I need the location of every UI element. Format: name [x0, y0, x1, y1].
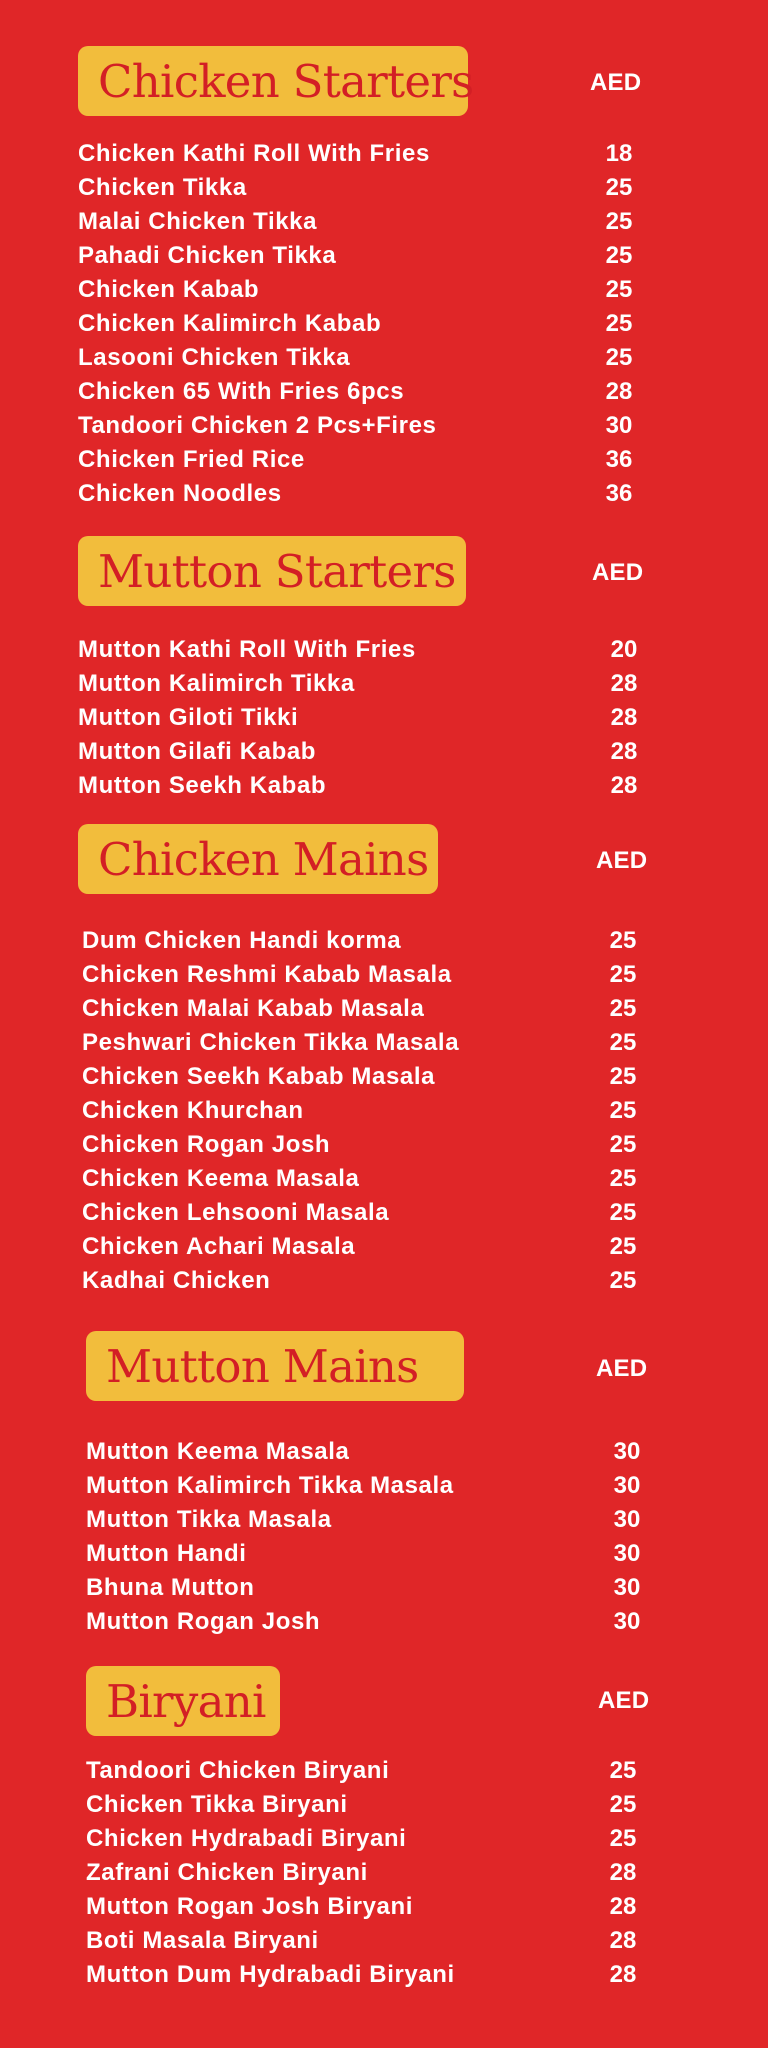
item-price: 25 — [609, 1131, 637, 1158]
currency-label: AED — [590, 69, 642, 96]
item-list — [0, 137, 768, 511]
menu-item — [0, 1856, 768, 1890]
item-price: 28 — [605, 378, 633, 405]
item-price: 25 — [609, 961, 637, 988]
menu-item — [0, 1162, 768, 1196]
menu-item — [0, 341, 768, 375]
item-name: Chicken Keema Masala — [82, 1165, 360, 1192]
menu-item — [0, 409, 768, 443]
section-title: Chicken Mains — [78, 824, 438, 894]
item-price: 30 — [613, 1608, 641, 1635]
menu-item — [0, 924, 768, 958]
menu-item — [0, 205, 768, 239]
item-price: 28 — [609, 1961, 637, 1988]
menu-item — [0, 1128, 768, 1162]
item-name: Mutton Seekh Kabab — [78, 772, 327, 799]
item-name: Chicken Hydrabadi Biryani — [86, 1825, 407, 1852]
menu-item — [0, 443, 768, 477]
item-name: Tandoori Chicken 2 Pcs+Fires — [78, 412, 437, 439]
item-price: 28 — [609, 1893, 637, 1920]
menu-item — [0, 1094, 768, 1128]
menu-item — [0, 1264, 768, 1298]
item-name: Zafrani Chicken Biryani — [86, 1859, 368, 1886]
item-price: 25 — [609, 1097, 637, 1124]
item-name: Tandoori Chicken Biryani — [86, 1757, 390, 1784]
item-price: 25 — [605, 242, 633, 269]
item-name: Chicken Malai Kabab Masala — [82, 995, 425, 1022]
currency-label: AED — [598, 1687, 650, 1714]
item-price: 30 — [613, 1472, 641, 1499]
item-price: 30 — [613, 1540, 641, 1567]
section-title: Biryani — [86, 1666, 280, 1736]
item-name: Mutton Handi — [86, 1540, 247, 1567]
menu-item — [0, 477, 768, 511]
item-name: Chicken Achari Masala — [82, 1233, 356, 1260]
item-price: 25 — [609, 995, 637, 1022]
item-price: 36 — [605, 446, 633, 473]
item-list — [0, 633, 768, 803]
item-price: 25 — [609, 1757, 637, 1784]
item-name: Chicken Kathi Roll With Fries — [78, 140, 430, 167]
menu-item — [0, 701, 768, 735]
menu-item — [0, 1060, 768, 1094]
item-price: 25 — [609, 927, 637, 954]
menu-item — [0, 667, 768, 701]
item-price: 28 — [610, 704, 638, 731]
item-price: 25 — [605, 208, 633, 235]
menu-item — [0, 171, 768, 205]
item-price: 25 — [605, 174, 633, 201]
menu-item — [0, 1924, 768, 1958]
menu-item — [0, 1571, 768, 1605]
item-name: Mutton Keema Masala — [86, 1438, 350, 1465]
item-price: 30 — [613, 1574, 641, 1601]
menu-item — [0, 273, 768, 307]
item-price: 25 — [609, 1267, 637, 1294]
menu-item — [0, 992, 768, 1026]
item-name: Chicken Kabab — [78, 276, 260, 303]
item-name: Chicken Tikka — [78, 174, 247, 201]
item-name: Chicken Tikka Biryani — [86, 1791, 348, 1818]
item-name: Mutton Rogan Josh Biryani — [86, 1893, 413, 1920]
item-name: Chicken Noodles — [78, 480, 282, 507]
item-name: Mutton Kalimirch Tikka — [78, 670, 355, 697]
item-name: Boti Masala Biryani — [86, 1927, 319, 1954]
menu-item — [0, 735, 768, 769]
menu-item — [0, 769, 768, 803]
item-name: Chicken Seekh Kabab Masala — [82, 1063, 436, 1090]
item-price: 28 — [609, 1927, 637, 1954]
menu-item — [0, 1537, 768, 1571]
currency-label: AED — [596, 1355, 648, 1382]
item-price: 28 — [610, 738, 638, 765]
section-title: Chicken Starters — [78, 46, 468, 116]
menu-item — [0, 1469, 768, 1503]
item-name: Mutton Kalimirch Tikka Masala — [86, 1472, 454, 1499]
currency-label: AED — [592, 559, 644, 586]
item-name: Chicken 65 With Fries 6pcs — [78, 378, 405, 405]
item-price: 25 — [609, 1165, 637, 1192]
item-price: 25 — [609, 1791, 637, 1818]
menu-item — [0, 1754, 768, 1788]
item-price: 36 — [605, 480, 633, 507]
item-list — [0, 924, 768, 1298]
item-name: Malai Chicken Tikka — [78, 208, 318, 235]
menu-item — [0, 1788, 768, 1822]
item-name: Chicken Khurchan — [82, 1097, 304, 1124]
item-name: Kadhai Chicken — [82, 1267, 271, 1294]
menu-item — [0, 375, 768, 409]
section-title: Mutton Mains — [86, 1331, 464, 1401]
item-price: 25 — [605, 276, 633, 303]
item-price: 18 — [605, 140, 633, 167]
item-name: Mutton Tikka Masala — [86, 1506, 332, 1533]
menu-item — [0, 307, 768, 341]
menu-item — [0, 1503, 768, 1537]
item-name: Chicken Rogan Josh — [82, 1131, 331, 1158]
item-name: Chicken Kalimirch Kabab — [78, 310, 382, 337]
menu-item — [0, 958, 768, 992]
item-price: 25 — [605, 344, 633, 371]
item-name: Chicken Fried Rice — [78, 446, 305, 473]
menu-item — [0, 1605, 768, 1639]
menu-item — [0, 137, 768, 171]
menu-item — [0, 1230, 768, 1264]
item-name: Chicken Lehsooni Masala — [82, 1199, 390, 1226]
item-price: 25 — [609, 1063, 637, 1090]
item-name: Mutton Gilafi Kabab — [78, 738, 317, 765]
item-price: 28 — [609, 1859, 637, 1886]
item-name: Bhuna Mutton — [86, 1574, 255, 1601]
item-name: Mutton Dum Hydrabadi Biryani — [86, 1961, 455, 1988]
menu-item — [0, 1196, 768, 1230]
menu-item — [0, 1958, 768, 1992]
item-price: 25 — [609, 1199, 637, 1226]
item-list — [0, 1435, 768, 1639]
menu-item — [0, 239, 768, 273]
item-name: Chicken Reshmi Kabab Masala — [82, 961, 452, 988]
menu-item — [0, 1822, 768, 1856]
item-name: Dum Chicken Handi korma — [82, 927, 402, 954]
menu-item — [0, 1026, 768, 1060]
item-price: 25 — [609, 1233, 637, 1260]
menu-item — [0, 1435, 768, 1469]
item-price: 28 — [610, 772, 638, 799]
menu-item — [0, 1890, 768, 1924]
item-name: Pahadi Chicken Tikka — [78, 242, 337, 269]
item-name: Mutton Giloti Tikki — [78, 704, 299, 731]
currency-label: AED — [596, 847, 648, 874]
item-price: 28 — [610, 670, 638, 697]
item-name: Peshwari Chicken Tikka Masala — [82, 1029, 460, 1056]
item-price: 30 — [613, 1438, 641, 1465]
item-price: 30 — [605, 412, 633, 439]
item-price: 20 — [610, 636, 638, 663]
item-list — [0, 1754, 768, 1992]
item-name: Mutton Rogan Josh — [86, 1608, 321, 1635]
item-name: Lasooni Chicken Tikka — [78, 344, 351, 371]
item-price: 25 — [609, 1029, 637, 1056]
item-price: 30 — [613, 1506, 641, 1533]
item-price: 25 — [609, 1825, 637, 1852]
item-name: Mutton Kathi Roll With Fries — [78, 636, 416, 663]
section-title: Mutton Starters — [78, 536, 466, 606]
item-price: 25 — [605, 310, 633, 337]
menu-item — [0, 633, 768, 667]
